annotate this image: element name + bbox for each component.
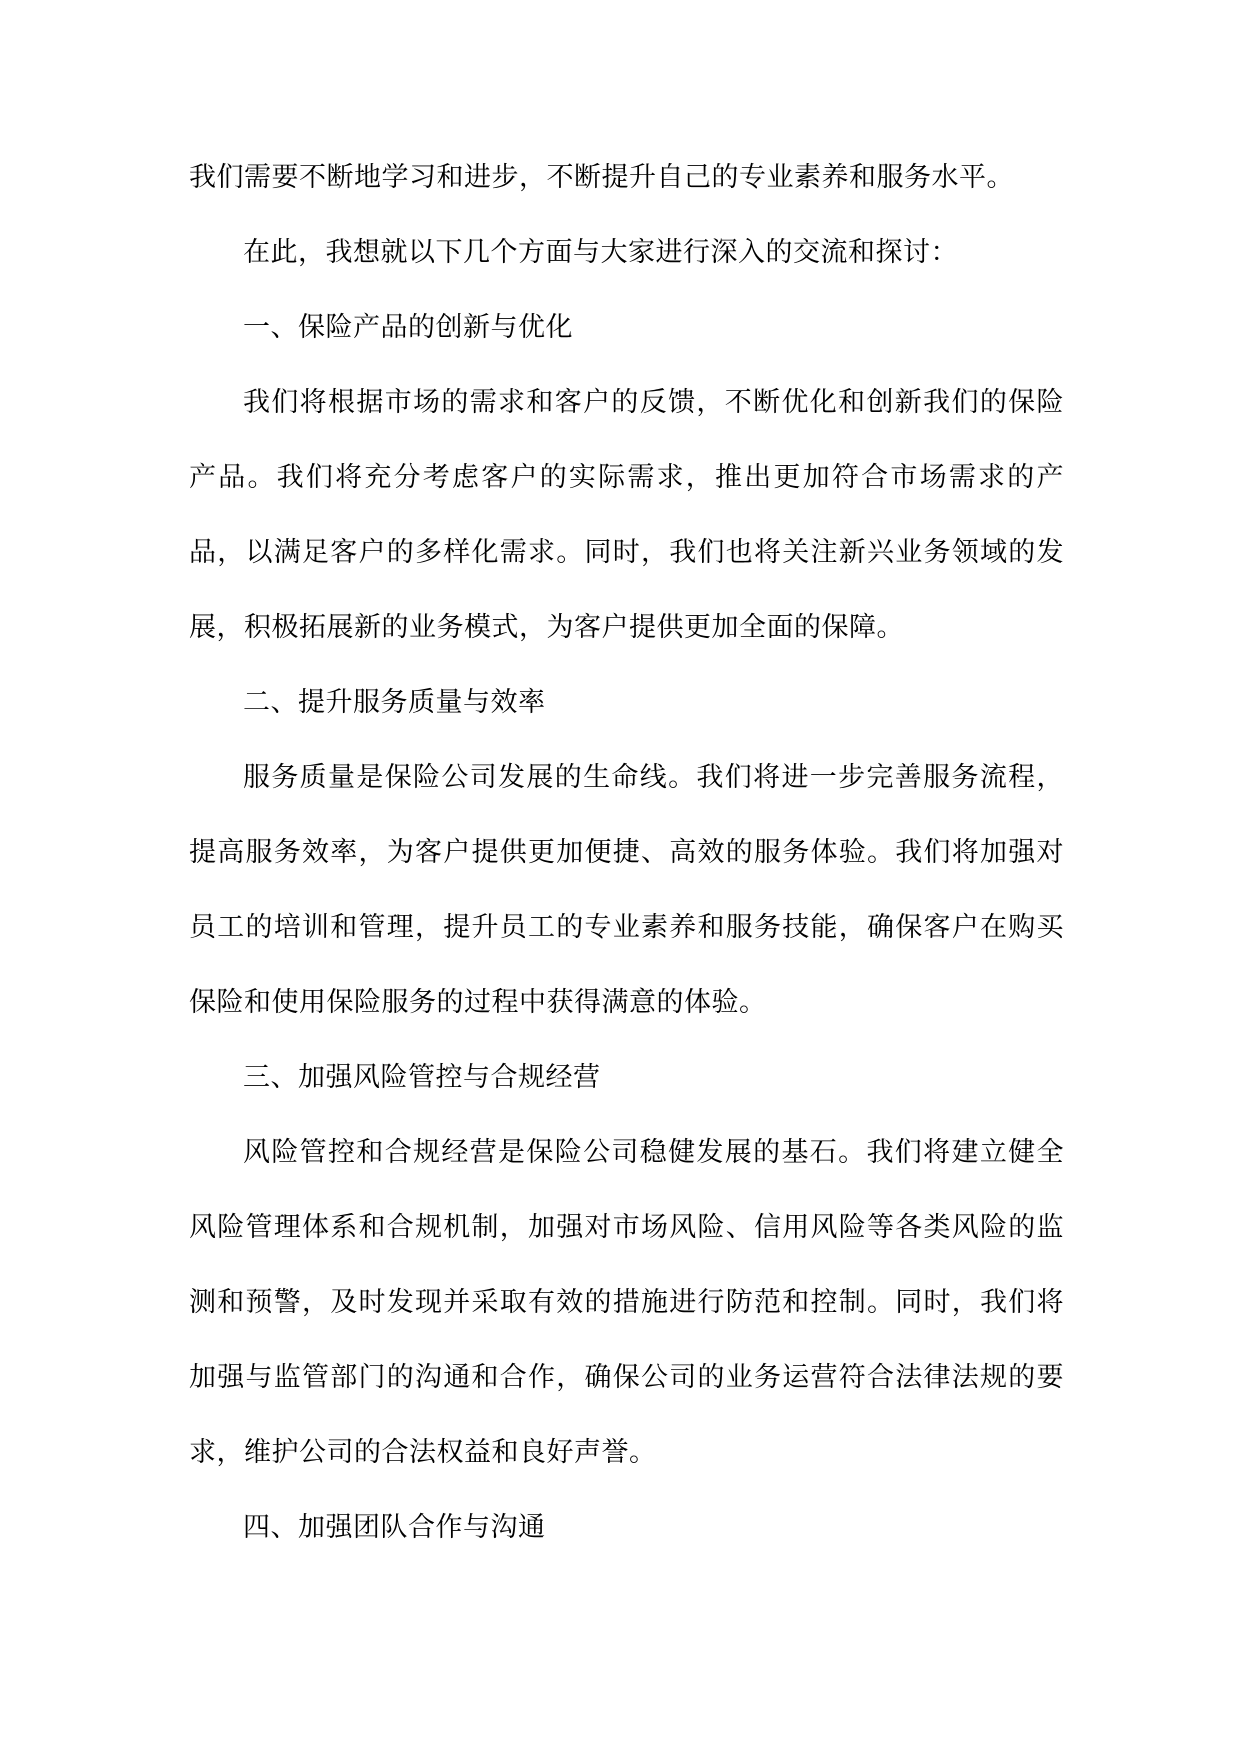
section-heading-4: 四、加强团队合作与沟通: [243, 1512, 546, 1543]
paragraph-discussion-intro: 在此，我想就以下几个方面与大家进行深入的交流和探讨：: [243, 237, 958, 268]
paragraph-intro-continued: 我们需要不断地学习和进步，不断提升自己的专业素养和服务水平。: [189, 162, 1014, 193]
paragraph-section-1: 我们将根据市场的需求和客户的反馈，不断优化和创新我们的保险产品。我们将充分考虑客户的实际需求，推出更加符合市场需求的产品，以满足客户的多样化需求。同时，我们也将关注新兴业务领域的发展，积极拓展新的业务模式，为客户提供更加全面的保障。: [189, 387, 1064, 643]
section-heading-2: 二、提升服务质量与效率: [243, 687, 546, 718]
document-page: [189, 140, 1064, 1565]
paragraph-section-3: 风险管控和合规经营是保险公司稳健发展的基石。我们将建立健全风险管理体系和合规机制，加强对市场风险、信用风险等各类风险的监测和预警，及时发现并采取有效的措施进行防范和控制。同时，我们将加强与监管部门的沟通和合作，确保公司的业务运营符合法律法规的要求，维护公司的合法权益和良好声誉。: [189, 1137, 1064, 1468]
section-heading-1: 一、保险产品的创新与优化: [243, 312, 573, 343]
section-heading-3: 三、加强风险管控与合规经营: [243, 1062, 601, 1093]
paragraph-section-2: 服务质量是保险公司发展的生命线。我们将进一步完善服务流程，提高服务效率，为客户提供更加便捷、高效的服务体验。我们将加强对员工的培训和管理，提升员工的专业素养和服务技能，确保客户在购买保险和使用保险服务的过程中获得满意的体验。: [189, 762, 1064, 1018]
